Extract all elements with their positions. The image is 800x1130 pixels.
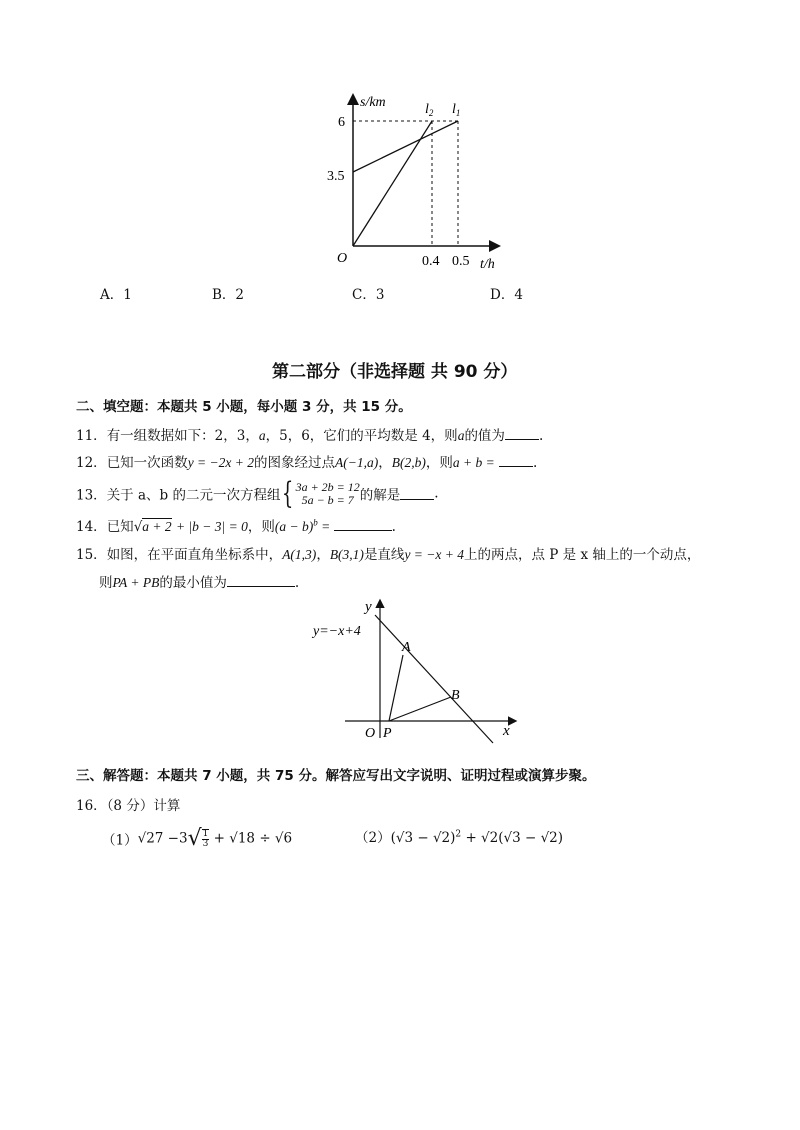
choice-value: 3: [375, 287, 385, 303]
section2-header: 二、填空题：本题共 5 小题，每小题 3 分，共 15 分。: [76, 399, 412, 415]
q15-text-a: 如图，在平面直角坐标系中，: [106, 547, 283, 563]
q12-point-b: B(2,b): [391, 455, 426, 470]
point-b-label: B: [451, 688, 460, 703]
segment-pb: [389, 697, 451, 721]
q12-text-c: ，: [378, 455, 392, 471]
q12-text-a: 已知一次函数: [106, 455, 188, 471]
q12-expr2: a + b =: [452, 455, 495, 470]
choice-letter: C．: [352, 287, 376, 303]
x-axis-label: t/h: [480, 257, 495, 272]
q14-text-a: 已知: [106, 519, 134, 535]
question-16: [76, 794, 180, 814]
label-l2: $l_2$: [425, 102, 434, 118]
q12-text-b: 的图象经过点: [254, 455, 336, 471]
y-label: y: [365, 599, 372, 615]
question-16-part-1: [102, 826, 292, 851]
question-number: 16．: [76, 798, 107, 814]
sqrt-sign: √: [187, 826, 202, 851]
line-y-neg-x-plus-4: [375, 615, 493, 743]
q15-text-b: 是直线: [363, 547, 405, 563]
question-number: 11．: [76, 428, 107, 444]
q16-2-exponent: 2: [455, 829, 462, 840]
equation-system: [296, 481, 360, 507]
origin-label: O: [337, 251, 348, 266]
coordinate-plane-graph: [305, 593, 530, 753]
question-15-line1: [76, 543, 700, 563]
q14-exponent: b: [313, 517, 318, 528]
q12-point-a: A(−1,a): [335, 455, 379, 470]
question-number: 12．: [76, 455, 107, 471]
choice-value: 2: [235, 287, 245, 303]
tick-6: 6: [338, 115, 345, 130]
q16-2-term-a: (√3 − √2): [390, 830, 456, 846]
question-number: 15．: [76, 547, 107, 563]
q16-text: （8 分）计算: [106, 798, 181, 814]
question-number: 14．: [76, 519, 107, 535]
q11-text-a: 有一组数据如下：2，3，: [106, 428, 259, 444]
question-12: [76, 451, 537, 471]
section3-header: 三、解答题：本题共 7 小题，共 75 分。解答应写出文字说明、证明过程或演算步聚。: [76, 768, 596, 784]
equation-1: 3a + 2b = 12: [295, 479, 360, 494]
q11-var2: a: [457, 428, 465, 443]
q15-expr: PA + PB: [112, 575, 160, 590]
part-label: （2）: [355, 830, 391, 846]
q14-expr: + |b − 3| = 0: [175, 519, 248, 534]
choice-letter: A．: [100, 287, 124, 303]
q12-end: .: [533, 455, 538, 471]
q15-sep: ，: [316, 547, 330, 563]
choice-d[interactable]: [490, 283, 523, 303]
q13-text-b: 的解是: [359, 487, 401, 504]
question-14: 14．已知√a + 2 + |b − 3| = 0，则$(a - b)^b$ = .: [76, 517, 396, 535]
choice-a[interactable]: [100, 283, 132, 303]
q14-eq: =: [317, 519, 334, 534]
q11-var: a: [258, 428, 266, 443]
q15-text-d: 则: [99, 575, 113, 591]
choice-value: 4: [514, 287, 523, 303]
answer-blank[interactable]: [334, 518, 392, 531]
origin-label: O: [365, 726, 376, 741]
tick-0-4: 0.4: [422, 254, 440, 269]
choice-c[interactable]: [352, 283, 384, 303]
q11-text-c: 的值为: [464, 428, 505, 444]
label-l1: $l_1$: [452, 102, 461, 118]
part-label: （1）: [102, 832, 138, 849]
part-title: 第二部分（非选择题 共 90 分）: [272, 362, 518, 382]
segment-pa: [389, 655, 403, 721]
answer-blank[interactable]: [400, 487, 434, 500]
q15-text-c: 上的两点，点 P 是 x 轴上的一个动点，: [464, 547, 701, 563]
tick-0-5: 0.5: [452, 254, 470, 269]
q14-expr2: (a − b): [274, 519, 314, 534]
question-16-part-2: [355, 826, 563, 846]
tick-3-5: 3.5: [327, 169, 345, 184]
question-15-line2: 则PA + PB的最小值为 .: [99, 575, 300, 591]
point-a-label: A: [402, 640, 411, 655]
x-label: x: [503, 723, 510, 739]
question-13: 13．关于 a、b 的二元一次方程组{ 3a + 2b = 12 5a − b = 7 的解是 .: [76, 476, 439, 511]
q16-1-term-b: −3: [167, 830, 188, 847]
frac-numerator: 1: [202, 828, 209, 839]
y-axis-label: s/km: [360, 95, 386, 110]
sqrt-sign: √: [133, 519, 143, 535]
q16-1-term-a: √27: [137, 830, 164, 847]
line-label: y=−x+4: [313, 624, 361, 639]
equation-brace: {: [282, 476, 294, 511]
equation-2: 5a − b = 7: [301, 492, 354, 507]
q15-point-b: B(3,1): [329, 547, 364, 562]
q11-text-b: ，5，6，它们的平均数是 4，则: [265, 428, 458, 444]
q14-text-b: ，则: [247, 519, 275, 535]
answer-blank[interactable]: [499, 454, 533, 467]
q12-expr: y = −2x + 2: [187, 455, 255, 470]
answer-blank[interactable]: [505, 427, 539, 440]
fraction-one-third: [202, 829, 210, 849]
choice-b[interactable]: [212, 283, 244, 303]
q14-radicand: a + 2: [142, 519, 172, 534]
choice-value: 1: [123, 287, 132, 303]
q15-point-a: A(1,3): [282, 547, 317, 562]
distance-time-graph: [320, 88, 520, 273]
frac-denominator: 3: [202, 838, 209, 849]
choice-letter: D．: [490, 287, 515, 303]
question-number: 13．: [76, 487, 107, 504]
q15-text-e: 的最小值为: [159, 575, 227, 591]
choice-letter: B．: [212, 287, 236, 303]
q15-equation: y = −x + 4: [404, 547, 465, 562]
line-l1: [353, 121, 458, 172]
q13-text-a: 关于 a、b 的二元一次方程组: [106, 487, 281, 504]
q16-2-term-b: + √2(√3 − √2): [465, 830, 564, 846]
q12-text-d: ，则: [425, 455, 453, 471]
point-p-label: P: [383, 726, 392, 741]
question-11: 11．有一组数据如下：2，3，a，5，6，它们的平均数是 4，则a的值为 .: [76, 428, 544, 444]
answer-blank[interactable]: [227, 574, 295, 587]
q16-1-term-c: + √18 ÷ √6: [213, 830, 293, 847]
